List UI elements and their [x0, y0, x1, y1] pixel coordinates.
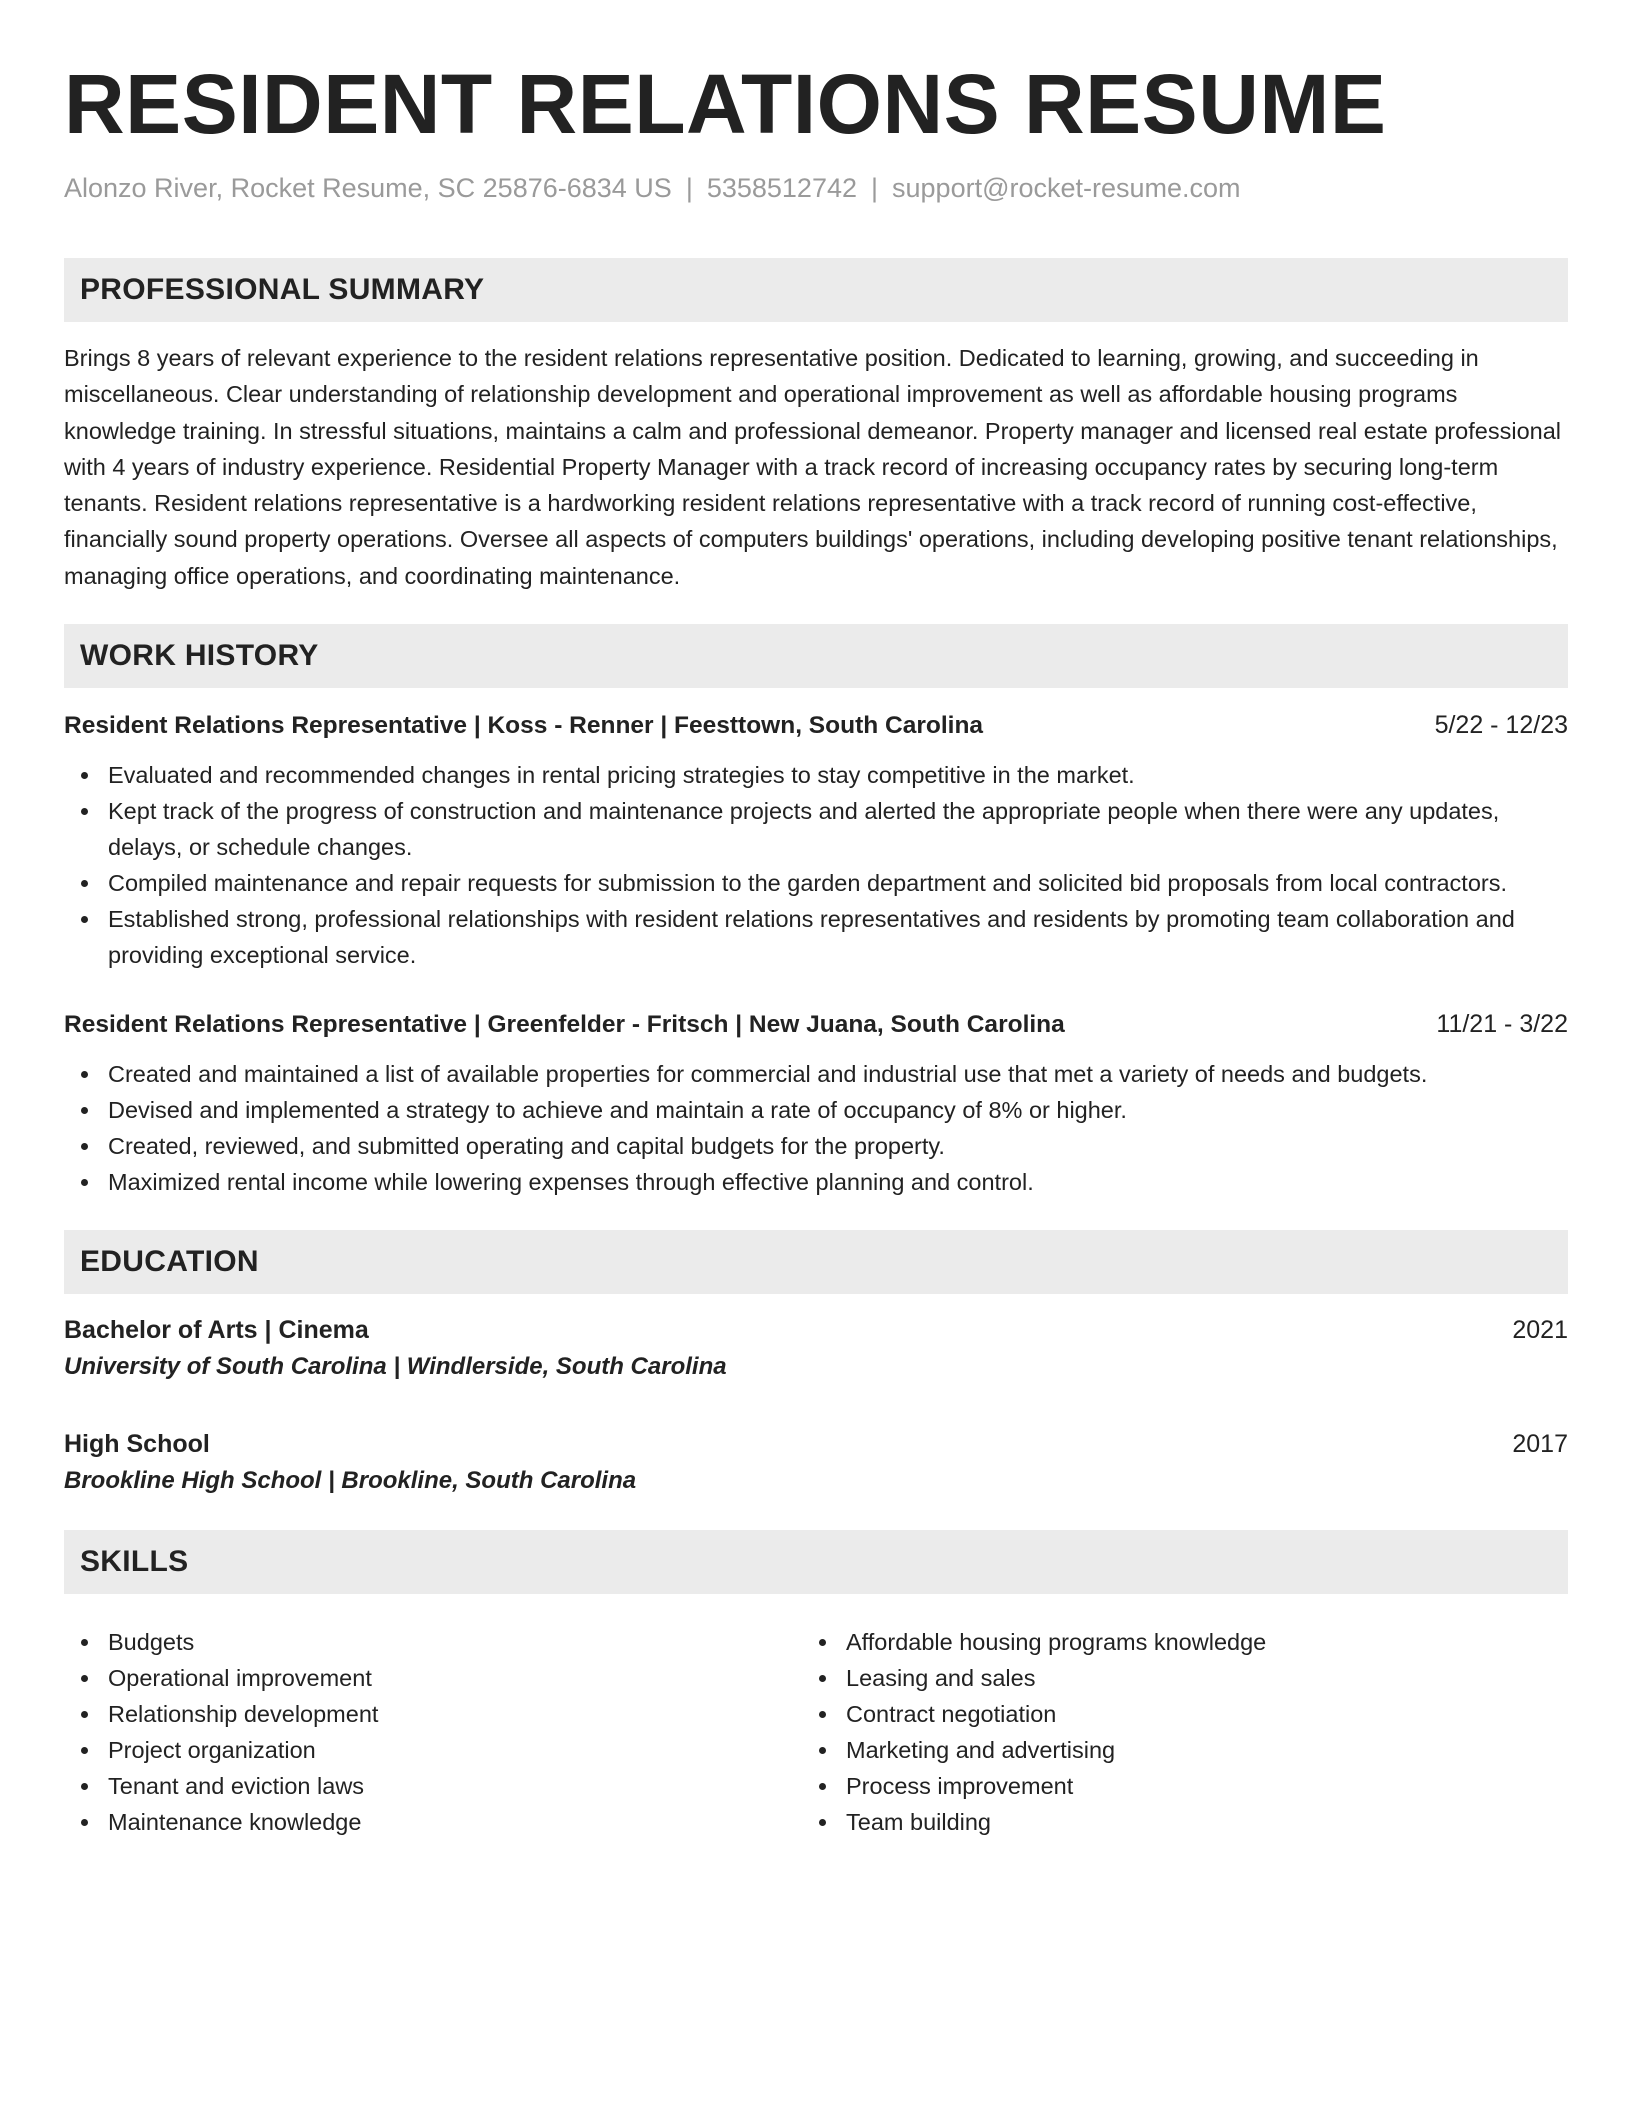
- skill-item: Contract negotiation: [802, 1696, 1542, 1732]
- list-item: Established strong, professional relationships with resident relations representatives and residents by promoting team collaboration and providing exceptional service.: [64, 901, 1568, 973]
- skill-item: Leasing and sales: [802, 1660, 1542, 1696]
- skill-item: Budgets: [64, 1624, 802, 1660]
- resume-title: RESIDENT RELATIONS RESUME: [64, 57, 1387, 151]
- job-entry: [64, 708, 1568, 973]
- list-item: Compiled maintenance and repair requests for submission to the garden department and solicited bid proposals from local contractors.: [64, 865, 1568, 901]
- skills-list: [64, 1610, 1568, 1840]
- list-item: Kept track of the progress of construction and maintenance projects and alerted the appropriate people when there were any updates, delays, or schedule changes.: [64, 793, 1568, 865]
- job-date: 5/22 - 12/23: [1434, 711, 1568, 740]
- summary-text: Brings 8 years of relevant experience to the resident relations representative position. Dedicated to learning, growing, and succeeding in miscellaneous. Clear understanding of relationship development and operational improvement as well as affordable housing programs knowledge training. In stressful situations, maintains a calm and professional demeanor. Property manager and licensed real estate professional with 4 years of industry experience. Residential Property Manager with a track record of increasing occupancy rates by securing long-term tenants. Resident relations representative is a hardworking resident relations representative with a track record of running cost-effective, financially sound property operations. Oversee all aspects of computers buildings' operations, including developing positive tenant relationships, managing office operations, and coordinating maintenance.: [64, 345, 1562, 589]
- skills-column-left: [64, 1624, 802, 1840]
- education-school: Brookline High School | Brookline, South Carolina: [64, 1467, 637, 1495]
- skill-item: Process improvement: [802, 1768, 1542, 1804]
- education-entry: [64, 1312, 1568, 1386]
- job-bullets: [64, 757, 1568, 973]
- section-title: PROFESSIONAL SUMMARY: [80, 273, 485, 306]
- list-item: Created and maintained a list of available properties for commercial and industrial use that met a variety of needs and budgets.: [64, 1056, 1568, 1092]
- skill-item: Relationship development: [64, 1696, 802, 1732]
- skills-column-right: [802, 1624, 1542, 1840]
- education-degree: High School: [64, 1430, 210, 1459]
- section-header-work-history: [64, 624, 1568, 688]
- section-title: WORK HISTORY: [80, 639, 319, 673]
- list-item: Created, reviewed, and submitted operating and capital budgets for the property.: [64, 1128, 1568, 1164]
- contact-email: support@rocket-resume.com: [892, 173, 1241, 203]
- section-header-summary: [64, 258, 1568, 322]
- contact-separator: |: [685, 173, 693, 203]
- list-item: Maximized rental income while lowering expenses through effective planning and control.: [64, 1164, 1568, 1200]
- education-year: 2017: [1512, 1430, 1568, 1459]
- skill-item: Project organization: [64, 1732, 802, 1768]
- contact-address: Alonzo River, Rocket Resume, SC 25876-6834 US: [64, 173, 672, 203]
- section-header-education: [64, 1230, 1568, 1294]
- education-year: 2021: [1512, 1316, 1568, 1345]
- job-title: Resident Relations Representative | Greenfelder - Fritsch | New Juana, South Carolina: [64, 1011, 1065, 1039]
- skill-item: Affordable housing programs knowledge: [802, 1624, 1542, 1660]
- contact-phone: 5358512742: [706, 173, 857, 203]
- skill-item: Operational improvement: [64, 1660, 802, 1696]
- list-item: Devised and implemented a strategy to achieve and maintain a rate of occupancy of 8% or higher.: [64, 1092, 1568, 1128]
- skill-item: Maintenance knowledge: [64, 1804, 802, 1840]
- education-school: University of South Carolina | Windlerside, South Carolina: [64, 1353, 727, 1381]
- education-degree: Bachelor of Arts | Cinema: [64, 1316, 369, 1345]
- contact-separator: |: [871, 173, 879, 203]
- list-item: Evaluated and recommended changes in rental pricing strategies to stay competitive in the market.: [64, 757, 1568, 793]
- job-bullets: [64, 1056, 1568, 1200]
- section-title: SKILLS: [80, 1545, 189, 1579]
- job-entry: [64, 1007, 1568, 1200]
- skill-item: Team building: [802, 1804, 1542, 1840]
- education-entry: [64, 1426, 1568, 1500]
- section-title: EDUCATION: [80, 1245, 259, 1279]
- job-date: 11/21 - 3/22: [1436, 1010, 1568, 1039]
- skill-item: Marketing and advertising: [802, 1732, 1542, 1768]
- section-header-skills: [64, 1530, 1568, 1594]
- contact-line: [64, 170, 1568, 206]
- job-title: Resident Relations Representative | Koss - Renner | Feesttown, South Carolina: [64, 712, 984, 740]
- skill-item: Tenant and eviction laws: [64, 1768, 802, 1804]
